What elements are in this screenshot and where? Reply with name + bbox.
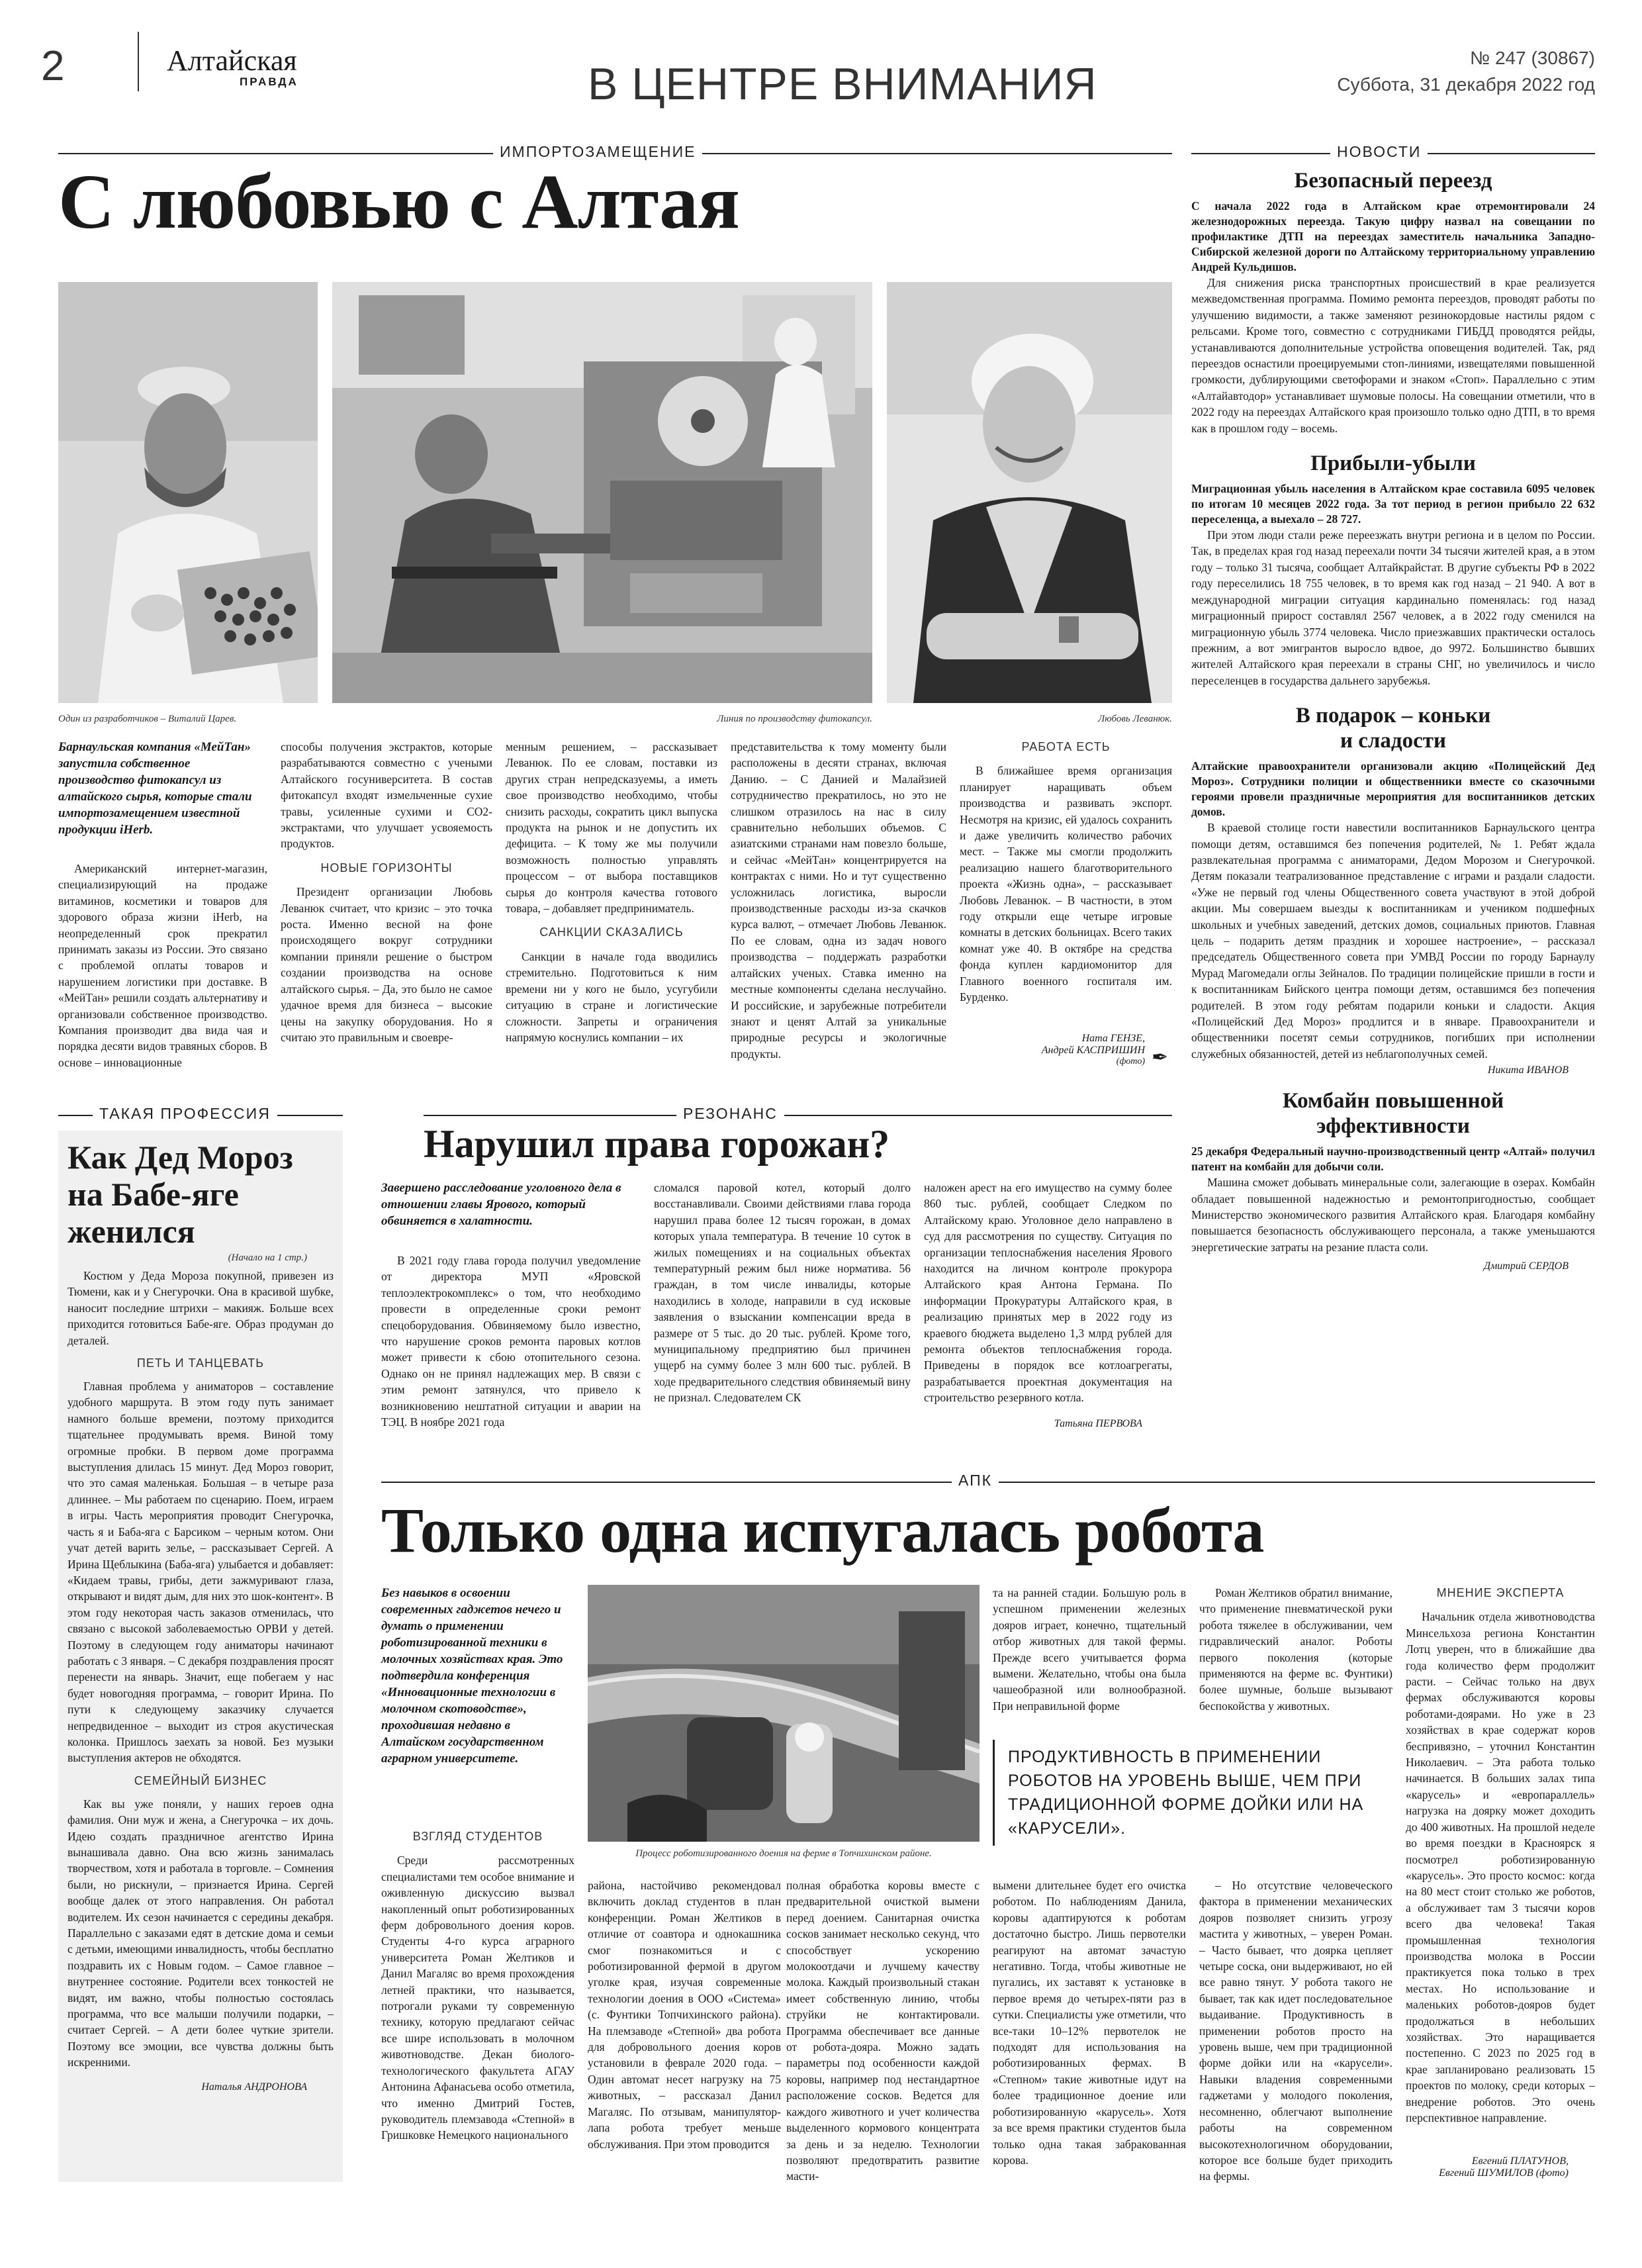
profession-title: Как Дед Мороз на Бабе-яге женился — [68, 1139, 293, 1250]
rubric-resonance: РЕЗОНАНС — [676, 1105, 784, 1123]
import-col2: способы получения экстрактов, которые разрабатываются совместно с учеными Алтайского госуниверситета. В состав фитокапсул входят измельченные сухие травы, усиленные сухими и CO2-экстрактами, что улучшает усвояемость продуктов. НОВЫЕ ГОРИЗОНТЫ Президент организации Любовь Леванюк считает, что кризис – это точка роста. Именно весной на фоне происходящего вокруг сотрудники компании приняли решение о быстром создании производства на основе алтайского сырья. – Да, это было не самое удачное время для бизнеса – высокие цены на закупку оборудования. Но я считаю это правильным и своевре- — [281, 740, 492, 1044]
caption-robot-milking: Процесс роботизированного доения на ферме в Топчихинском районе. — [635, 1848, 932, 1859]
apk-col2: района, настойчиво рекомендовал включить доклад студентов в план конференции. Роман Желтиков в отличие от соавтора и однокашника смог познакомиться и с роботизированной фермой в другом уголке края, изучая современные технологии доения в ООО «Система» (с. Фунтики Топчихинского района). На племзаводе «Степной» два робота для добровольного доения коров установили в феврале 2020 года. – Один автомат несет нагрузку на 75 животных, – рассказал Данил Магаляс. По отзывам, манипулятор-лапа робота требует меньше обслуживания. При этом проводится — [588, 1879, 781, 2151]
news-author-3: Никита ИВАНОВ — [1487, 1064, 1569, 1076]
profession-author: Наталья АНДРОНОВА — [201, 2081, 307, 2093]
resonance-author: Татьяна ПЕРВОВА — [1054, 1418, 1142, 1429]
news-title-2: Прибыли-убыли — [1310, 451, 1476, 476]
import-col3: менным решением, – рассказывает Леванюк. По ее словам, поставки из других стран непредсказуемы, а иметь свое производство необходимо, чтобы снизить расходы, сократить цикл выпуска продукта на рынок и не допустить их дефицита. – К тому же мы получили возможность полностью управлять процессом – от выбора поставщиков сырья до контроля качества готового товара, – добавляет предприниматель. САНКЦИИ СКАЗАЛИСЬ Санкции в начале года вводились стремительно. Подготовиться к ним времени ни у кого не было, усугубили ситуацию в стране и логистические сложности. Запреты и ограничения напрямую коснулись компании – их — [506, 740, 717, 1044]
news-title-1: Безопасный переезд — [1294, 169, 1492, 193]
news-text-4: Машина сможет добывать минеральные соли, залегающие в озерах. Комбайн обладает повышенной надежностью и ремонтопригодностью, сообщает Министерство экономического развития Алтайского края. Благодаря комбайну повышается безопасность обслуживающего персонала, а также уменьшаются энергетические затраты на резание пласта соли. — [1191, 1176, 1595, 1254]
resonance-col1: В 2021 году глава города получил уведомление от директора МУП «Яровской теплоэлектрокомплекс» о том, что необходимо провести в определенные сроки ремонт спецоборудования. Обвиняемому было известно, что нарушение сроков ремонта паровых котлов может привести к сбою отопительного сезона. Однако он не принял надлежащих мер. В связи с этим ремонт затянулся, что привело к возникновению нештатной ситуации и аварии на ТЭЦ. В ноябре 2021 года — [381, 1254, 641, 1429]
news-title-3: В подарок – коньки и сладости — [1295, 704, 1491, 753]
subhead-students: ВЗГЛЯД СТУДЕНТОВ — [412, 1830, 543, 1843]
resonance-col3: наложен арест на его имущество на сумму более 860 тыс. рублей, сообщает Следком по Алтайскому краю. Уголовное дело направлено в суд для рассмотрения по существу. Ситуация по организации теплоснабжения населения Ярового находится на личном контроле прокурора Алтайского края Антона Германа. По информации Прокуратуры Алтайского края, в реализацию принятых мер в 2022 году из краевого бюджета выделено 1,3 млрд рублей для ремонта объектов теплоснабжения города. Приведены в порядок все котлоагрегаты, разрабатывается проектная документация на строительство резервного котла. — [924, 1181, 1172, 1405]
subhead-new-horizons: НОВЫЕ ГОРИЗОНТЫ — [320, 861, 453, 874]
news-column — [1191, 168, 1595, 1272]
news-lead-4: 25 декабря Федеральный научно-производственный центр «Алтай» получил патент на комбайн для добычи соли. — [1191, 1145, 1595, 1174]
import-col1: Американский интернет-магазин, специализирующий на продаже витаминов, косметики и товаров для здорового образа жизни iHerb, на неопределенный срок прекратил принимать заказы из России. Это связано с проблемой оплаты товаров и нарушением логистики при доставке. В «МейТан» решили создать альтернативу и организовали собственное производство. Компания производит два вида чая и порядка десяти видов травяных сборов. В основе – инновационные — [58, 862, 267, 1069]
import-author: Ната ГЕНЗЕ, Андрей КАСПРИШИН (фото) — [1041, 1033, 1145, 1066]
import-lead: Барнаульская компания «МейТан» запустила собственное производство фитокапсул из алтайского сырья, которые стали импортозамещением известной продукции iHerb. — [58, 740, 252, 837]
news-text-3: В краевой столице гости навестили воспитанников Барнаульского центра помощи детям, оставшимся без попечения родителей, № 1. Ребят ждала развлекательная программа с аниматорами, Дедом Морозом и Снегурочкой. Детям показали театрализованное представление с играми и раздали сладости. «Уже не первый год члены Общественного совета участвуют в этой доброй акции. Мы совершаем выезды к воспитанникам и учеником подшефных школьных и учебных заведений, детских домов, социальных приютов. Главная цель – подарить детям праздник и хорошее настроение», – рассказал председатель Общественного совета при УМВД России по городу Барнаулу Мурад Магомедали оглы Зейналов. По традиции полицейские пришли в гости и к воспитанникам Бийского центра помощи детям, оставшимся без попечения родителей. В этом году ребятам подарили коньки и сладости. Акция «Полицейский Дед Мороз» продлится и в январе. Правоохранители и общественники посетят семьи сотрудников, погибших при исполнении служебных обязанностей, детей из неблагополучных семей. — [1191, 821, 1595, 1061]
import-col4: представительства к тому моменту были расположены в десяти странах, включая Данию. – С Данией и Малайзией сотрудничество прекратилось, но это не слишком отразилось на нас в силу сравнительно небольших объемов. С азиатскими странами нам повезло больше, и сейчас «МейТан» концентрируется на контрактах с ними. Но и тут существенно усложнилась логистика, выросли производственные расходы из-за скачков курса валют, – отмечает Любовь Леванюк. По ее словам, одна из задач нового производства – поддержать разработки алтайских ученых. Ставка именно на местные компоненты сделана неслучайно. И российские, и зарубежные потребители знают и ценят Алтай за уникальные природные ресурсы и экологичные продукты. — [731, 740, 946, 1061]
profession-p2: Главная проблема у аниматоров – составление удобного маршрута. В этом году путь занимает намного больше времени, поэтому приходится тщательнее продумывать время. Виной тому огромные пробки. В первом доме программа выступления длилась 15 минут. Дед Мороз говорит, что это самая маленькая. Большая – в четыре раза длиннее. – Мы работаем по сценарию. Поем, играем в игры. Часть мероприятия проводит Снегурочка, часть я и Баба-яга с Барсиком – черным котом. Они учат детей варить зелье, – рассказывает Сергей. А Ирина Щеблыкина (Баба-яга) улыбается и добавляет: «Кидаем травы, грибы, дети зажмуривают глаза, открывают и видят дым, для них это шок-контент». В этом году некоторая часть заказов отменилась, что связано с высокой заболеваемостью ОРВИ у детей. Поэтому в следующем году аниматоры начинают работать с 3 января. – С декабря поздравления просят перенести на январь. Значит, еще побегаем у нас будет новогодняя программа, – говорит Ирина. По пути к следующему заказчику случается непредвиденное – выходит из строя акустическая колонка. Пришлось заехать за новой. Без музыки выступления актеров не обходятся. — [68, 1380, 334, 1765]
apk-col3: полная обработка коровы вместе с предварительной очисткой вымени перед доением. Санитарная очистка сосков занимает несколько секунд, что способствует ускорению молокоотдачи и лучшему качеству молока. Каждый произвольный стакан имеет собственную линию, чтобы струйки не контактировали. Программа обеспечивает все данные от робота-дояра. Можно задать параметры под особенности каждой коровы, например под нестандартное расположение сосков. Ведется для каждого животного и учет количества выделенного кормового концентрата за день и за неделю. Технологии позволяют предотвратить развитие масти- — [786, 1879, 980, 2183]
apk-col4: вымени длительнее будет его очистка роботом. По наблюдениям Данила, коровы адаптируются к роботам достаточно быстро. Лишь первотелки реагируют на автомат зачастую негативно. Тогда, чтобы животные не пугались, их заставят к установке в первое время до четырех-пяти раз в сутки. Специалисты уже отметили, что все-таки 10–12% первотелок не подходят для использования на роботизированных фермах. В «Степном» такие животные идут на более традиционное доение или роботизированную «карусель». Хотя за все время практики студентов была только одна такая забракованная корова. — [993, 1879, 1187, 2167]
caption-developer: Один из разработчиков – Виталий Царев. — [58, 714, 237, 724]
apk-col1: ВЗГЛЯД СТУДЕНТОВ Среди рассмотренных специалистами тем особое внимание и оживленную дискуссию вызвал накопленный опыт роботизированных ферм добровольного доения коров. Студенты 4-го курса аграрного университета Роман Желтиков и Данил Магаляс во время прохождения летней практики, что называется, потрогали руками ту современную технику, которую предлагают сейчас все шире использовать в молочном животноводстве. Декан биолого-технологического факультета АГАУ Антонина Афанасьева особо отметила, что именно Дмитрий Гостев, руководитель племзавода «Степной» в Гришковке Немецкого национального — [381, 1830, 574, 2142]
rubric-apk: АПК — [952, 1472, 999, 1489]
apk-expert: МНЕНИЕ ЭКСПЕРТА Начальник отдела животноводства Минсельхоза региона Константин Лотц уверен, что в ближайшие два года количество ферм продолжит расти. – Сейчас только на двух фермах обслуживаются коровы роботами-доярами. Но уже в 23 хозяйствах в крае содержат коров беспривязно, – уточнил Константин Николаевич. – Эта работа только начинается. В больших залах типа «карусель» и «европараллель» нагрузка на доярку может доходить до 400 животных. На прошлой неделе во время поездки в Красноярск я посмотрел роботизированную «карусель». Это просто космос: когда на 80 мест стоит столько же роботов, а обслуживает там 3 тысячи коров всего два человека! Такая промышленная технология производства молока в России практикуется пока только в трех местах. Но использование и маленьких роботов-дояров будет продолжаться в небольших хозяйствах. Это наращивается постепенно. С 2023 по 2025 год в крае запланировано реализовать 15 проектов по молоку, среди которых – внедрение роботов. Это очень перспективное направление. — [1406, 1586, 1595, 2124]
apk-col-top4: Роман Желтиков обратил внимание, что применение пневматической руки робота тяжелее в обслуживании, чем гидравлический аналог. Роботы первого поколения (которые применяются на ферме вс. Фунтики) более шумные, больше вызывают беспокойства у животных. — [1199, 1586, 1392, 1713]
subhead-family: СЕМЕЙНЫЙ БИЗНЕС — [134, 1773, 267, 1787]
apk-lead: Без навыков в освоении современных гаджетов нечего и думать о применении роботизированной техники в молочных хозяйствах края. Это подтвердила конференция «Инновационные технологии в молочном скотоводстве», проходившая недавно в Алтайском государственном аграрном университете. — [381, 1586, 563, 1766]
profession-box — [58, 1131, 343, 2182]
newspaper-logo[interactable] — [167, 46, 326, 89]
resonance-col2: сломался паровой котел, который долго восстанавливали. Своими действиями глава города нарушил права более 12 тысяч горожан, в домах которых упала температура. В течение 10 суток в жилых помещениях и на социальных объектах температурный режим был ниже норматива. 56 граждан, в том числе инвалиды, которые находились в холоде, направили в суд исковые заявления о взыскании компенсации вреда в размере от 5 тыс. до 20 тыс. рублей. Кроме того, муниципальному предприятию был причинен ущерб на сумму более 3 млн 600 тыс. рублей. В ходе предварительного следствия обвиняемый вину не признал. Следователем СК — [654, 1181, 911, 1405]
rubric-line-resonance — [424, 1115, 1172, 1116]
issue-number: № 247 (30867) — [1470, 48, 1595, 68]
resonance-title: Нарушил права горожан? — [424, 1122, 890, 1166]
logo-line1: Алтайская — [167, 44, 297, 77]
rubric-profession: ТАКАЯ ПРОФЕССИЯ — [93, 1105, 277, 1123]
news-lead-3: Алтайские правоохранители организовали акцию «Полицейский Дед Мороз». Сотрудники полиции и общественники вместе со сказочными героями провели праздничные мероприятия для воспитанников детских домов. — [1191, 759, 1595, 819]
resonance-lead: Завершено расследование уголовного дела в отношении главы Ярового, который обвиняется в халатности. — [381, 1181, 621, 1228]
photo-levaniuk — [887, 282, 1172, 703]
profession-p1: Костюм у Деда Мороза покупной, привезен из Тюмени, как и у Снегурочки. Она в красивой шубке, наносит последние штрихи – макияж. Больше всех приходится готовиться Бабе-яге. Образ продуман до деталей. — [68, 1269, 334, 1347]
news-lead-2: Миграционная убыль населения в Алтайском крае составила 6095 человек по итогам 10 месяцев 2022 года. За тот период в регион прибыло 22 632 переселенца, а выехало – 28 727. — [1191, 482, 1595, 526]
logo-line2: ПРАВДА — [240, 75, 298, 88]
news-title-4: Комбайн повышенной эффективности — [1282, 1089, 1504, 1139]
news-lead-1: С начала 2022 года в Алтайском крае отремонтировали 24 железнодорожных переезда. Такую цифру назвал на совещании по профилактике ДТП на переездах заместитель начальника Западно-Сибирской железной дороги по Алтайскому территориальному управлению Андрей Кульдишов. — [1191, 199, 1595, 273]
rubric-news: НОВОСТИ — [1330, 143, 1428, 161]
caption-production-line: Линия по производству фитокапсул. — [717, 714, 872, 724]
rubric-import: ИМПОРТОЗАМЕЩЕНИЕ — [493, 143, 702, 161]
caption-levaniuk: Любовь Леванюк. — [1098, 714, 1172, 724]
apk-title: Только одна испугалась робота — [381, 1495, 1264, 1566]
photo-production-line — [332, 282, 872, 703]
section-title: В ЦЕНТРЕ ВНИМАНИЯ — [588, 59, 1097, 109]
apk-author: Евгений ПЛАТУНОВ, Евгений ШУМИЛОВ (фото) — [1439, 2155, 1569, 2179]
news-text-2: При этом люди стали реже переезжать внутри региона и в целом по России. Так, в пределах края год назад переехали почти 34 тысячи жителей края, а в этом году – только 31 тысяча, сообщает Алтайкрайстат. В другие субъекты РФ в 2022 году переселились 18 755 человек, в то время как год назад – 21 940. А вот в международной миграции ситуация кардинально поменялась: год назад миграционный прирост составлял 2567 человек, а в 2022 году сменился на миграционную убыль 3774 человека. Число приезжавших практически осталось прежним, а вот эмигрантов выросло вдвое, до 9972. Большинство бывших жителей Алтайского края переехали в страны СНГ, но увеличилось и число переселенцев в государства дальнего зарубежья. — [1191, 528, 1595, 687]
apk-col5: – Но отсутствие человеческого фактора в применении механических дояров позволяет снизить угрозу мастита у животных, – уверен Роман. – Часто бывает, что доярка цепляет четыре соска, они выдерживают, но ей все равно тянут. У робота такого не бывает, так как идет последовательное выдаивание. Продуктивность в применении роботов просто на уровень выше, чем при традиционной форме дойки или на «карусели». Навыки владения современными гаджетами у молодого поколения, несомненно, облегчают выполнение работы на современном высокотехнологичном оборудовании, которое все больше будет приходить на фермы. — [1199, 1879, 1392, 2183]
subhead-jobs: РАБОТА ЕСТЬ — [1021, 740, 1111, 753]
issue-date: Суббота, 31 декабря 2022 год — [1337, 74, 1595, 95]
subhead-sing: ПЕТЬ И ТАНЦЕВАТЬ — [136, 1356, 265, 1370]
subhead-sanctions: САНКЦИИ СКАЗАЛИСЬ — [539, 925, 684, 939]
news-text-1: Для снижения риска транспортных происшествий в крае реализуется межведомственная программа. Помимо ремонта переездов, проводят работы по улучшению видимости, а также заменяют резинокордовые настилы рядом с рельсами. Кроме того, совместно с сотрудниками ГИБДД проводятся рейды, устанавливаются дополнительные устройства оповещения водителей. Так, ряд переездов оснастили проецируемыми стоп-линиями, извещателями повышенной громкости, дублирующими светофорами и знаком «Стоп». Параллельно с этим «Алтайавтодор» устанавливает шумовые полосы. На совещании отметили, что в 2022 году на переездах Алтайского края произошло только одно ДТП, в то время как в прошлом году – восемь. — [1191, 276, 1595, 435]
apk-col-top3: та на ранней стадии. Большую роль в успешном применении железных дояров играет, конечно, тщательный отбор животных для такой фермы. Прежде всего учитывается форма вымени. Желательно, чтобы она была чашеобразной или волнообразной. При неправильной форме — [993, 1586, 1186, 1713]
photo-robot-milking — [588, 1585, 980, 1842]
news-author-4: Дмитрий СЕРДОВ — [1483, 1260, 1569, 1272]
photo-developer — [58, 282, 318, 703]
pen-icon: ✒ — [1152, 1046, 1169, 1069]
apk-quote: ПРОДУКТИВНОСТЬ В ПРИМЕНЕНИИ РОБОТОВ НА УРОВЕНЬ ВЫШЕ, ЧЕМ ПРИ ТРАДИЦИОННОЙ ФОРМЕ ДОЙКИ ИЛИ НА «КАРУСЕЛИ». — [993, 1740, 1392, 1846]
profession-p3: Как вы уже поняли, у наших героев одна фамилия. Они муж и жена, а Снегурочка – их дочь. Идею создать праздничное агентство Ирина вынашивала давно. Она всю жизнь занималась творчеством, хотя и работала в торговле. – Сомнения были, но рискнули, – признается Ирина. Сергей вообще далек от этого направления. Он работал водителем. Их сезон начинается с середины декабря. Параллельно с заказами едят в детские дома и семьи с детьми, имеющими инвалидность, чтобы бесплатно поздравить их с Новым годом. – Самое главное – внутреннее состояние. Родители всех тонкостей не видят, им важно, чтобы полностью состоялась программа, что все малыши получили подарки, – считает Сергей. – А дети более чуткие зрители. Поэтому все эмоции, все чувства должны быть искренними. — [68, 1797, 334, 2069]
import-col5: РАБОТА ЕСТЬ В ближайшее время организация планирует наращивать объем производства и развивать экспорт. Несмотря на кризис, ей удалось сохранить и даже увеличить количество рабочих мест. – Также мы смогли продолжить реализацию нашего благотворительного проекта «Жизнь одна», – рассказывает Любовь Леванюк. – В частности, в этом году открыли еще четыре игровые комнаты в детских больницах. Всего таких комнат уже 40. В октябре на средства фонда куплен кардиомонитор для Главного военного госпиталя им. Бурденко. — [960, 740, 1172, 1004]
header-divider — [138, 32, 139, 91]
page-number: 2 — [41, 42, 65, 89]
article-title-import: С любовью с Алтая — [58, 158, 739, 245]
subhead-expert: МНЕНИЕ ЭКСПЕРТА — [1436, 1586, 1565, 1599]
profession-start: (Начало на 1 стр.) — [228, 1252, 307, 1263]
